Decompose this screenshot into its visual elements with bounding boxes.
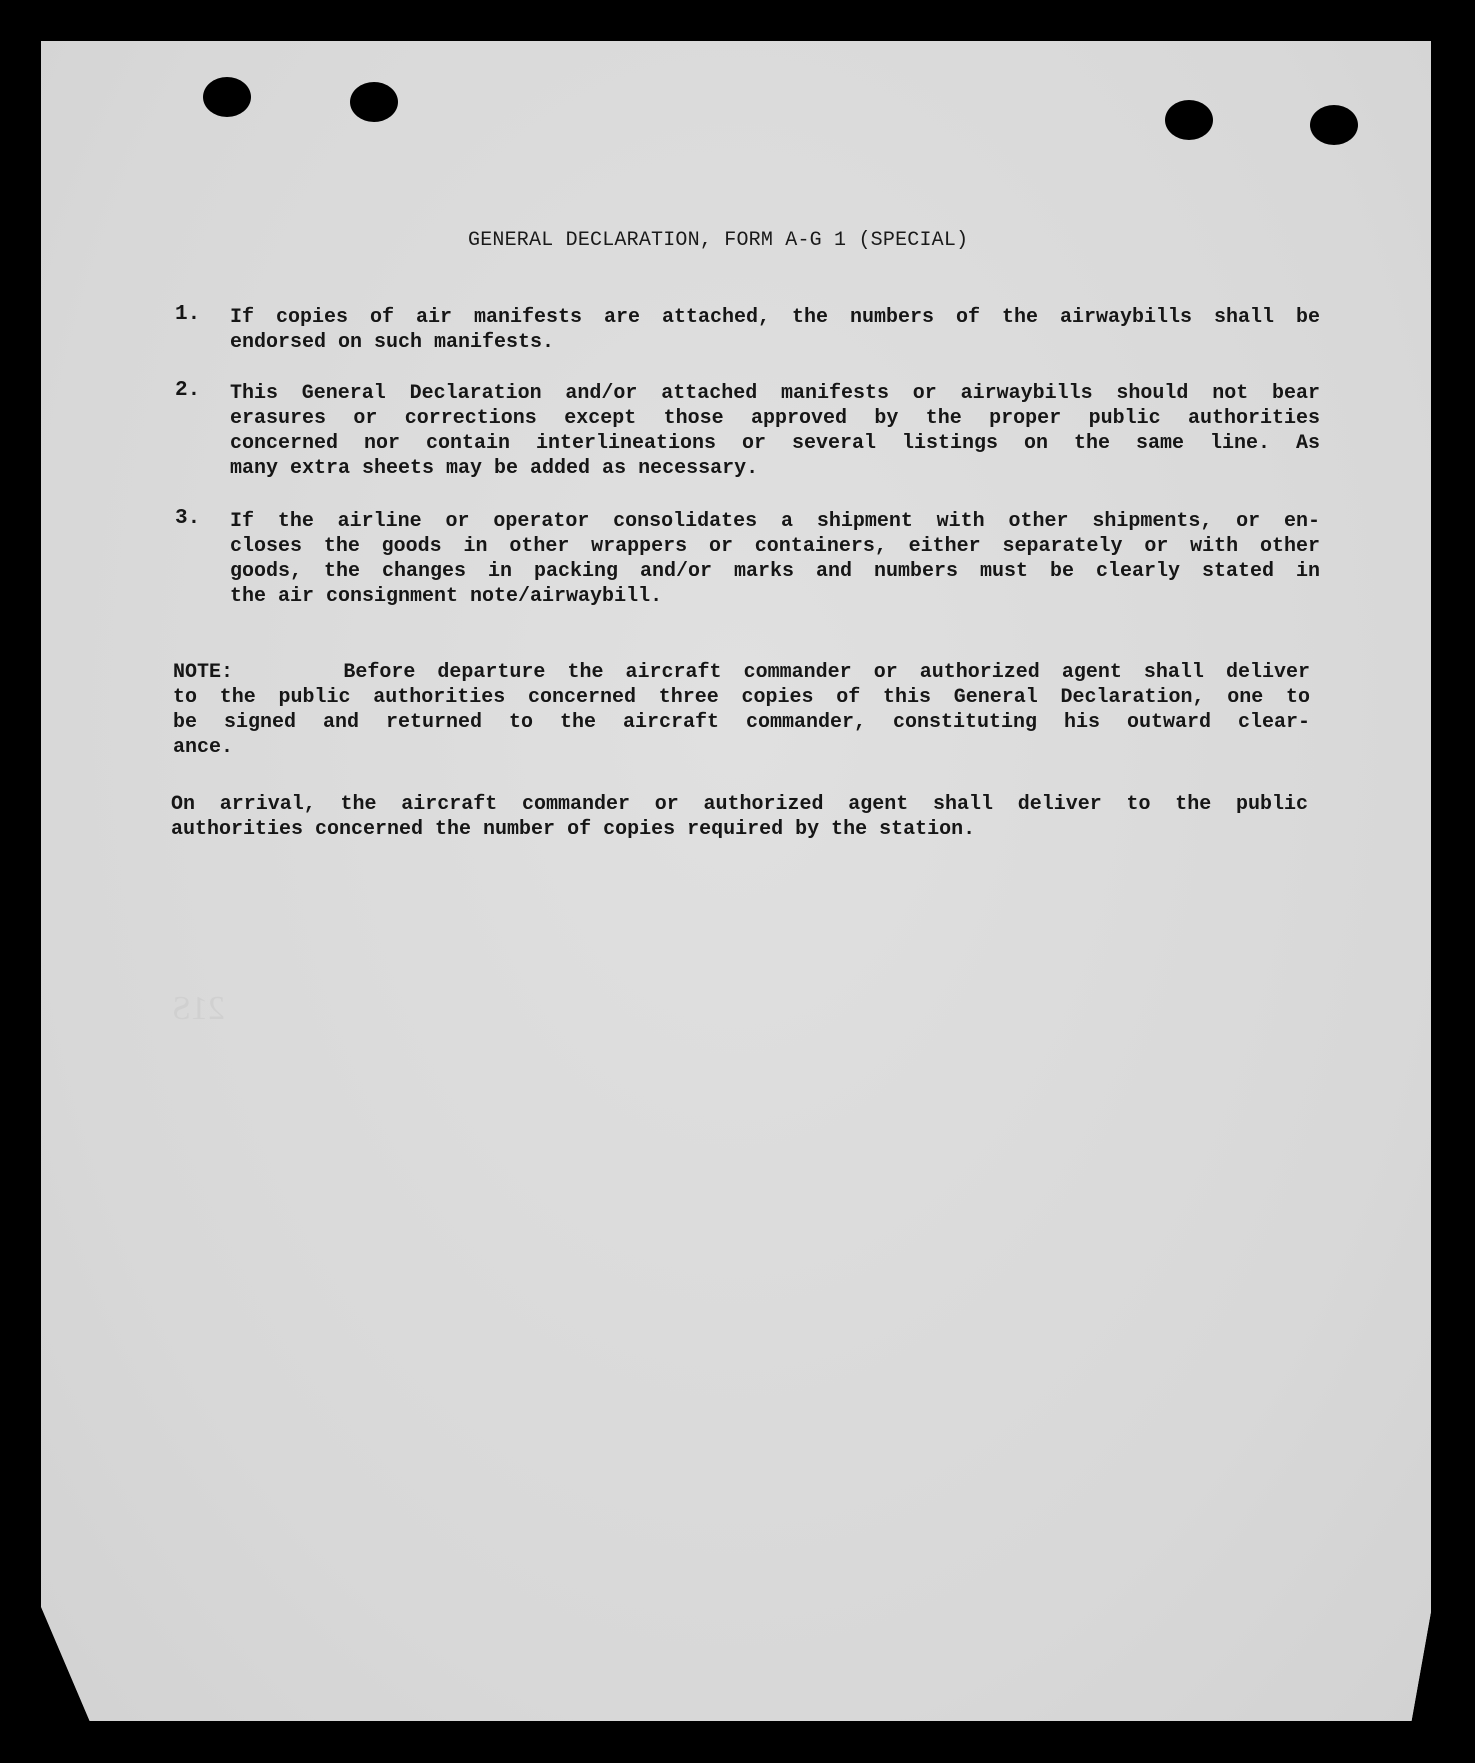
paper-sheet	[41, 41, 1431, 1721]
text-line: If copies of air manifests are attached, the numbers of the airwaybills shall be	[230, 306, 1320, 329]
page-title: GENERAL DECLARATION, FORM A-G 1 (SPECIAL)	[468, 229, 969, 252]
text-line: On arrival, the aircraft commander or authorized agent shall deliver to the public	[171, 793, 1308, 816]
list-item	[230, 381, 1320, 481]
item-number: 1.	[175, 303, 201, 326]
bleed-through-mark: 21S	[172, 990, 225, 1027]
punch-hole	[1165, 100, 1213, 140]
text-line: erasures or corrections except those approved by the proper public authorities	[230, 407, 1320, 430]
text-line: the air consignment note/airwaybill.	[230, 585, 663, 608]
text-line: If the airline or operator consolidates a shipment with other shipments, or en-	[230, 510, 1320, 533]
text-line: many extra sheets may be added as necessary.	[230, 457, 759, 480]
list-item	[230, 305, 1320, 355]
text-line: goods, the changes in packing and/or marks and numbers must be clearly stated in	[230, 560, 1320, 583]
text-line: NOTE: Before departure the aircraft commander or authorized agent shall deliver	[173, 661, 1310, 684]
text-line: be signed and returned to the aircraft commander, constituting his outward clear-	[173, 711, 1310, 734]
text-line: closes the goods in other wrappers or containers, either separately or with other	[230, 535, 1320, 558]
item-number: 2.	[175, 379, 201, 402]
list-item	[230, 509, 1320, 609]
text-line: concerned nor contain interlineations or several listings on the same line. As	[230, 432, 1320, 455]
text-line: authorities concerned the number of copies required by the station.	[171, 818, 976, 841]
text-line: ance.	[173, 736, 234, 759]
text-line: endorsed on such manifests.	[230, 331, 555, 354]
text-line: to the public authorities concerned three copies of this General Declaration, one to	[173, 686, 1310, 709]
note-paragraph	[173, 660, 1310, 760]
punch-hole	[203, 77, 251, 117]
punch-hole	[1310, 105, 1358, 145]
text-line: This General Declaration and/or attached manifests or airwaybills should not bear	[230, 382, 1320, 405]
punch-hole	[350, 82, 398, 122]
item-number: 3.	[175, 507, 201, 530]
arrival-paragraph	[171, 792, 1308, 842]
